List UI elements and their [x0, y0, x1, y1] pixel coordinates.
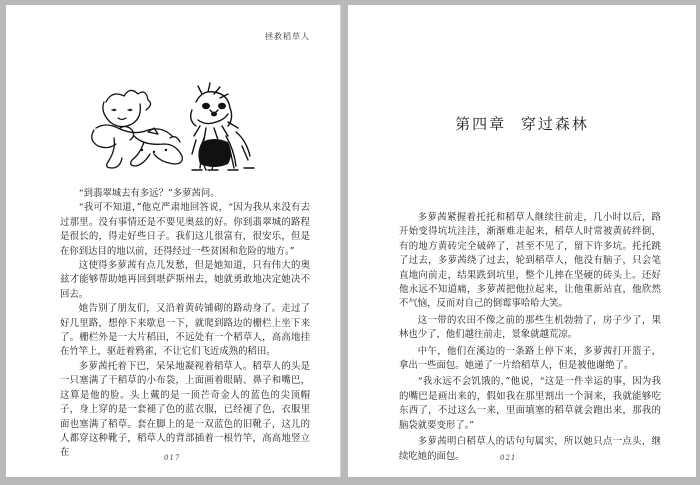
dorothy-and-toto-illustration [84, 80, 259, 175]
paragraph: 多萝茜明白稻草人的话句句属实，所以她只点一点头，继续吃她的面包。 [399, 436, 661, 462]
left-page [6, 5, 341, 477]
right-page [348, 5, 696, 477]
paragraph: “我永远不会饥饿的，”他说，“这是一件幸运的事，因为我的嘴巴是画出来的，假如我在那里割出一个洞来，我就能够吃东西了，不过这么一来，里面填塞的稻草就会跑出来，那我的脑袋就要变形了。” [399, 376, 661, 431]
paragraph: 中午，他们在溪边的一条路上停下来，多萝茜打开篮子，拿出一些面包。她递了一片给稻草人，但是被他谢绝了。 [399, 345, 661, 372]
paragraph: 多萝茜托着下巴，呆呆地凝视着稻草人。稻草人的头是一只塞满了干稻草的小布袋，上面画着眼睛、鼻子和嘴巴，这算是他的脸。头上戴的是一顶芒奇金人的蓝色的尖顶帽子，身上穿的是一套褪了色的蓝衣服，已经褪了色，衣服里面也塞满了稻草。套在脚上的是一双蓝色的旧靴子，这儿的人都穿这种靴子，稻草人的背部插着一根竹竿，高高地竖立在 [60, 360, 310, 459]
paragraph: 她告别了朋友们，又沿着黄砖铺砌的路动身了。走过了好几里路，想停下来歇息一下，就爬到路边的栅栏上坐下来了。栅栏外是一大片稻田，不远处有一个稻草人，高高地挂在竹竿上，驱赶着鸦雀，不让它们飞近成熟的稻田。 [60, 303, 310, 358]
running-head: 拯救稻草人 [265, 32, 310, 41]
right-body-text [399, 211, 661, 464]
chapter-title [348, 113, 696, 134]
page-number: 021 [500, 454, 517, 462]
paragraph: 这使得多萝茜有点儿发愁，但是她知道，只有伟大的奥兹才能够帮助她再回到堪萨斯州去，她就勇敢地决定她决不回去。 [60, 260, 310, 300]
page-number: 017 [164, 454, 181, 462]
left-body-text [60, 187, 310, 461]
chapter-name: 穿过森林 [520, 115, 589, 133]
paragraph: “到翡翠城去有多远？”多萝茜问。 [78, 188, 220, 199]
paragraph: “我可不知道，”他克严肃地回答说，“因为我从来没有去过那里。没有事情还是不要见奥兹的好。你到翡翠城的路程是很长的，得走好些日子。我们这儿很富有，很安乐，但是在你到达目的地以前，还得经过一些贫困和危险的地方。” [60, 202, 310, 257]
paragraph: 这一带的农田不像之前的那些生机勃勃了，房子少了，果林也少了，他们越往前走，景象就越荒凉。 [399, 314, 661, 341]
chapter-number: 第四章 [455, 115, 507, 133]
paragraph: 多萝茜紧握着托托和稻草人继续往前走，几小时以后，路开始变得坑坑洼洼，渐渐难走起来，稻草人时常被黄砖绊倒，有的地方黄砖完全破碎了，甚至不见了，留下许多坑。托托跳了过去，多萝茜绕了过去，轮到稻草人，他没有脑子，只会笔直地向前走，结果跌到坑里，整个儿摔在坚硬的砖头上。还好他永远不知道痛，多萝茜把他拉起来，让他重新站直，他欣然不气恼，反而对自己的倒霉事哈哈大笑。 [399, 212, 661, 310]
